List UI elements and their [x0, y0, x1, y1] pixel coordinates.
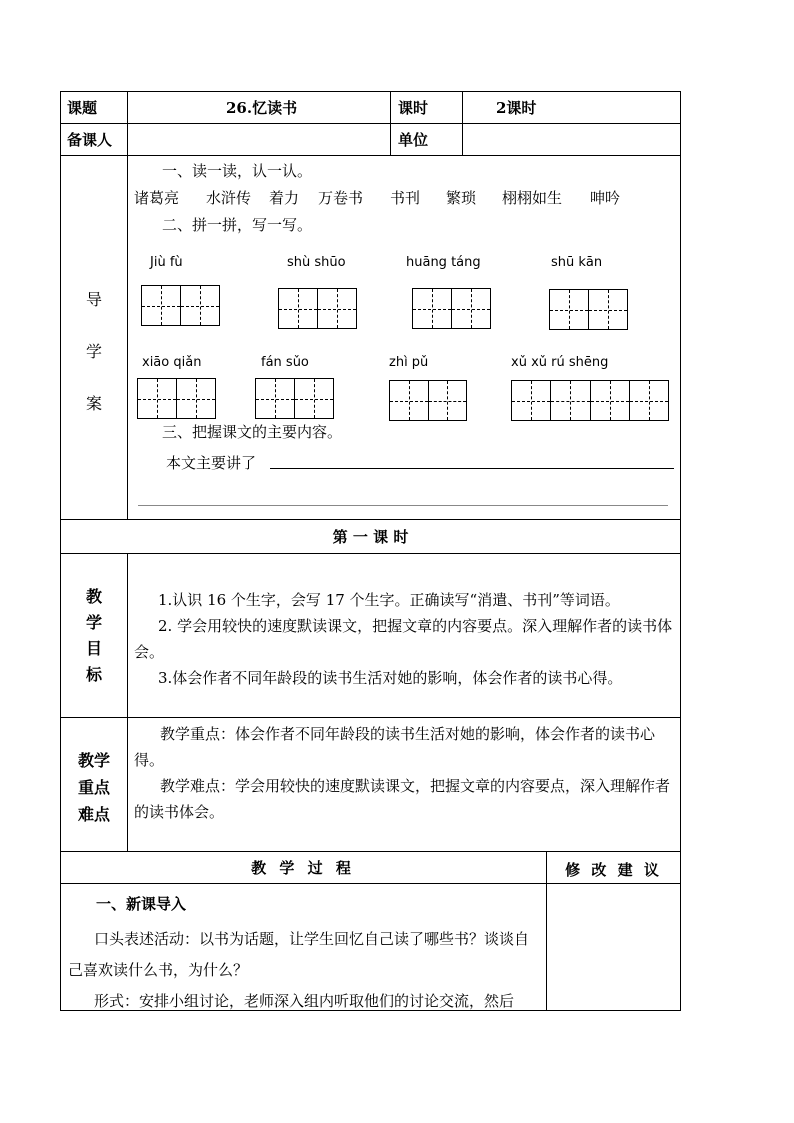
pinyin-label: Jiù fù — [150, 255, 183, 270]
grid-cell — [256, 379, 294, 418]
lesson-title: 第 一 课 时 — [332, 528, 409, 546]
grid-cell — [550, 290, 588, 329]
step1-title: 一、新课导入 — [96, 895, 187, 913]
grid-cell — [176, 379, 215, 418]
table-border-top — [60, 91, 681, 92]
grid-cell — [451, 289, 490, 328]
column-divider — [127, 91, 128, 520]
section1-title: 一、读一读，认一认。 — [162, 162, 313, 180]
answer-line — [270, 468, 674, 469]
objective-item: 1.认识 16 个生字，会写 17 个生字。正确读写“消遣、书刊”等词语。 — [158, 591, 620, 609]
writing-grid — [141, 285, 220, 326]
unit-label: 单位 — [398, 131, 429, 149]
objectives-side-char: 标 — [85, 665, 102, 684]
word-list — [134, 188, 674, 208]
hours-value: 2课时 — [496, 99, 537, 117]
writing-grid — [412, 288, 491, 329]
pinyin-label: zhì pǔ — [389, 355, 429, 370]
topic-label: 课题 — [67, 99, 98, 117]
section2-title: 二、拼一拼，写一写。 — [162, 216, 313, 234]
grid-cell — [590, 381, 629, 420]
row-divider — [60, 553, 681, 554]
grid-cell — [629, 381, 668, 420]
process-header: 教 学 过 程 — [251, 859, 355, 877]
keypoint-difficulty: 教学难点：学会用较快的速度默读课文，把握文章的内容要点，深入理解作者的读书体会。 — [134, 777, 671, 821]
keypoints-side-label — [68, 747, 120, 828]
guide-side-char: 案 — [85, 394, 102, 413]
word-item: 呻吟 — [590, 189, 621, 207]
row-divider — [60, 155, 681, 156]
writing-grid — [255, 378, 334, 419]
hours-label: 课时 — [398, 99, 429, 117]
grid-cell — [413, 289, 451, 328]
objectives-side-label — [72, 584, 116, 688]
word-item: 着力 — [269, 189, 300, 207]
grid-cell — [550, 381, 589, 420]
grid-cell — [317, 289, 356, 328]
section3-title: 三、把握课文的主要内容。 — [162, 423, 343, 441]
keypoint-focus: 教学重点：体会作者不同年龄段的读书生活对她的影响，体会作者的读书心得。 — [134, 725, 656, 769]
objectives-side-char: 学 — [85, 613, 102, 632]
word-item: 诸葛亮 — [134, 189, 180, 207]
preparer-label: 备课人 — [67, 131, 113, 149]
grid-cell — [428, 381, 467, 420]
keypoints-side-text: 难点 — [77, 805, 110, 824]
pinyin-label: shū kān — [551, 255, 603, 270]
guide-side-char: 导 — [85, 290, 102, 309]
word-item: 书刊 — [390, 189, 421, 207]
suggest-header: 修 改 建 议 — [565, 861, 662, 879]
writing-grid — [278, 288, 357, 329]
objectives-side-char: 教 — [85, 587, 102, 606]
grid-cell — [512, 381, 550, 420]
writing-grid — [549, 289, 628, 330]
pinyin-label: xǔ xǔ rú shēng — [511, 355, 609, 370]
topic-value: 26.忆读书 — [226, 99, 298, 117]
word-item: 水浒传 — [206, 189, 252, 207]
answer-line — [138, 505, 668, 506]
objectives-side-char: 目 — [85, 639, 102, 658]
row-divider — [60, 851, 681, 852]
row-divider — [60, 883, 681, 884]
grid-cell — [279, 289, 317, 328]
grid-cell — [588, 290, 627, 329]
grid-cell — [294, 379, 333, 418]
guide-side-label — [72, 274, 116, 430]
objective-item: 2. 学会用较快的速度默读课文，把握文章的内容要点。深入理解作者的读书体会。 — [134, 617, 673, 661]
pinyin-label: huāng táng — [406, 255, 481, 270]
writing-grid — [389, 380, 467, 421]
table-border-right — [680, 91, 681, 1011]
objective-item: 3.体会作者不同年龄段的读书生活对她的影响，体会作者的读书心得。 — [158, 669, 623, 687]
writing-grid — [137, 378, 216, 419]
grid-cell — [180, 286, 219, 325]
step1-paragraph: 口头表述活动：以书为话题，让学生回忆自己读了哪些书？谈谈自己喜欢读什么书，为什么？ — [68, 930, 530, 979]
writing-grid — [511, 380, 669, 421]
word-item: 栩栩如生 — [502, 189, 563, 207]
grid-cell — [142, 286, 180, 325]
word-item: 万卷书 — [318, 189, 364, 207]
table-border-bottom — [60, 1010, 681, 1011]
pinyin-label: shù shūo — [287, 255, 346, 270]
guide-side-char: 学 — [85, 342, 102, 361]
grid-cell — [390, 381, 428, 420]
pinyin-label: xiāo qiǎn — [142, 355, 202, 370]
row-divider — [60, 123, 681, 124]
row-divider — [60, 519, 681, 520]
section3-prompt: 本文主要讲了 — [166, 454, 257, 472]
keypoints-side-text: 重点 — [77, 778, 110, 797]
pinyin-label: fán sǔo — [261, 355, 309, 370]
word-item: 繁琐 — [446, 189, 477, 207]
step1-paragraph: 形式：安排小组讨论，老师深入组内听取他们的讨论交流，然后 — [94, 992, 515, 1010]
column-divider — [127, 553, 128, 852]
column-divider — [390, 91, 391, 156]
column-divider — [462, 91, 463, 156]
row-divider — [60, 717, 681, 718]
keypoints-side-text: 教学 — [77, 751, 110, 770]
grid-cell — [138, 379, 176, 418]
